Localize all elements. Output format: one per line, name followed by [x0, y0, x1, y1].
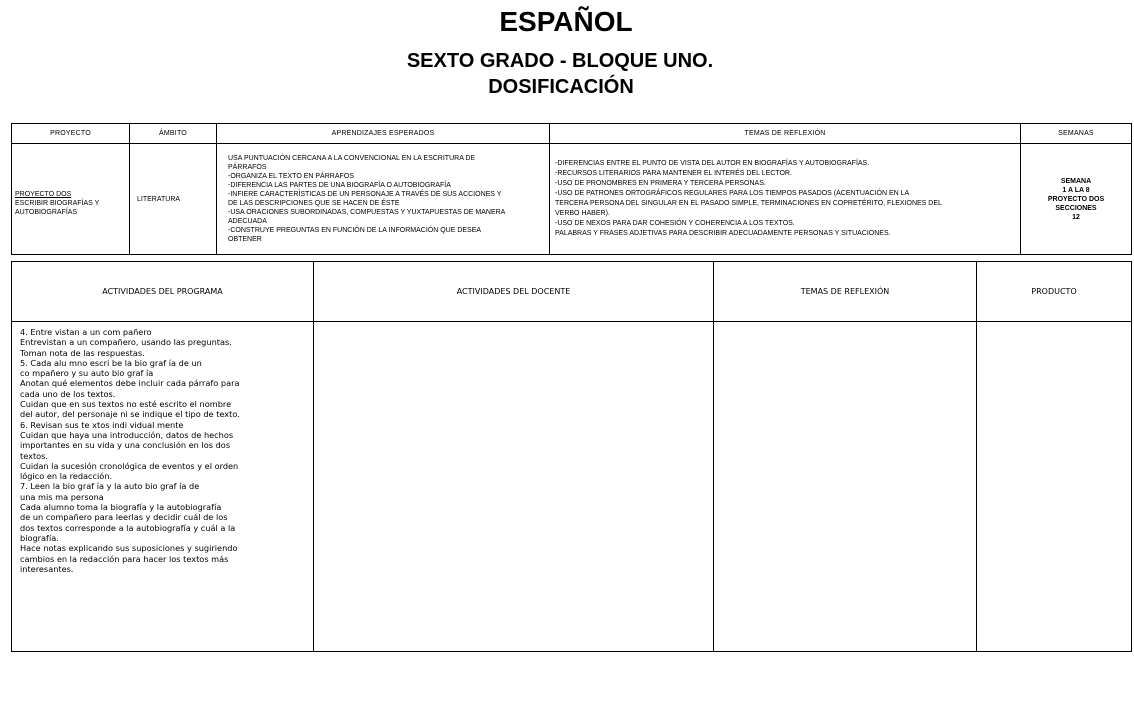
actividad-line: de un compañero para leerlas y decidir cuál de los — [20, 512, 228, 523]
actividad-line: cambios en la redacción para hacer los textos más — [20, 553, 229, 564]
page-title: ESPAÑOL — [499, 6, 633, 37]
actividad-line: Cada alumno toma la biografía y la autobiografía — [20, 502, 222, 513]
aprendizajes-cell — [217, 144, 550, 255]
header-actividades-docente: ACTIVIDADES DEL DOCENTE — [314, 262, 714, 322]
proyecto-description: ESCRIBIR BIOGRAFÍAS Y AUTOBIOGRAFÍAS — [15, 199, 100, 216]
actividad-line: Toman nota de las respuestas. — [20, 347, 145, 358]
aprendizaje-line: PÁRRAFOS — [228, 164, 267, 171]
actividad-line: una mis ma persona — [20, 491, 104, 502]
actividad-line: 5. Cada alu mno escri be la bio graf ía de un — [20, 357, 202, 368]
semana-line: 12 — [1072, 213, 1080, 221]
semana-line: PROYECTO DOS — [1047, 195, 1105, 203]
temas-reflexion-cell — [714, 322, 977, 652]
tema-line: -USO DE NEXOS PARA DAR COHESIÓN Y COHERENCIA A LOS TEXTOS. — [555, 220, 795, 227]
ambito-cell: LITERATURA — [130, 144, 217, 255]
actividad-line: dos textos corresponde a la autobiografía y cuál a la — [20, 522, 236, 533]
header-temas-reflexion: TEMAS DE REFLEXIÓN — [714, 262, 977, 322]
aprendizaje-line: DE LAS DESCRIPCIONES QUE SE HACEN DE ÉSTE — [228, 200, 400, 207]
tema-line: VERBO HABER). — [555, 210, 610, 217]
semana-line: SECCIONES — [1055, 204, 1097, 212]
actividad-line: lógico en la redacción. — [20, 471, 113, 482]
actividad-line: del autor, del personaje ni se indique el tipo de texto. — [20, 409, 240, 420]
aprendizaje-line: USA PUNTUACIÓN CERCANA A LA CONVENCIONAL EN LA ESCRITURA DE — [228, 155, 476, 162]
proyecto-cell — [12, 144, 130, 255]
header-aprendizajes: APRENDIZAJES ESPERADOS — [217, 124, 550, 144]
semanas-cell — [1021, 144, 1132, 255]
planning-table-header-row — [12, 124, 1132, 144]
temas-cell — [550, 144, 1021, 255]
aprendizaje-line: -ORGANIZA EL TEXTO EN PÁRRAFOS — [228, 173, 354, 180]
actividad-line: interesantes. — [20, 563, 74, 574]
actividad-line: textos. — [20, 450, 49, 461]
aprendizaje-line: -USA ORACIONES SUBORDINADAS, COMPUESTAS Y YUXTAPUESTAS DE MANERA — [228, 209, 506, 216]
actividad-line: cada uno de los textos. — [20, 388, 116, 399]
producto-cell — [977, 322, 1132, 652]
page-subtitle: SEXTO GRADO - BLOQUE UNO. — [406, 50, 714, 72]
actividad-line: Anotan qué elementos debe incluir cada párrafo para — [20, 378, 240, 389]
actividad-line: 4. Entre vistan a un com pañero — [20, 327, 152, 337]
actividad-line: biografía. — [20, 532, 59, 543]
proyecto-title: PROYECTO DOS — [15, 190, 72, 198]
activities-table — [11, 261, 1132, 652]
tema-line: PALABRAS Y FRASES ADJETIVAS PARA DESCRIBIR ADECUADAMENTE PERSONAS Y SITUACIONES. — [555, 230, 891, 237]
actividad-line: 7. Leen la bio graf ía y la auto bio graf ía de — [20, 481, 200, 492]
aprendizaje-line: OBTENER — [228, 236, 262, 243]
actividad-line: 6. Revisan sus te xtos indi vidual mente — [20, 419, 184, 430]
actividad-line: co mpañero y su auto bio graf ía — [20, 368, 154, 379]
actividad-line: Entrevistan a un compañero, usando las preguntas. — [20, 337, 232, 348]
actividad-line: Cuidan la sucesión cronológica de eventos y el orden — [20, 460, 239, 471]
semana-line: SEMANA — [1060, 177, 1092, 185]
aprendizaje-line: -CONSTRUYE PREGUNTAS EN FUNCIÓN DE LA INFORMACIÓN QUE DESEA — [228, 227, 482, 234]
tema-line: -DIFERENCIAS ENTRE EL PUNTO DE VISTA DEL AUTOR EN BIOGRAFÍAS Y AUTOBIOGRAFÍAS. — [555, 160, 870, 167]
actividad-line: importantes en su vida y una conclusión en los dos — [20, 440, 231, 451]
header-producto: PRODUCTO — [977, 262, 1132, 322]
aprendizaje-line: ADECUADA — [228, 218, 267, 225]
semana-line: 1 A LA 8 — [1062, 186, 1090, 194]
header-semanas: SEMANAS — [1021, 124, 1132, 144]
activities-table-header-row — [12, 262, 1132, 322]
header-ambito: ÁMBITO — [130, 124, 217, 144]
aprendizaje-line: -INFIERE CARACTERÍSTICAS DE UN PERSONAJE A TRAVÉS DE SUS ACCIONES Y — [228, 191, 502, 198]
actividades-docente-cell — [314, 322, 714, 652]
tema-line: -USO DE PRONOMBRES EN PRIMERA Y TERCERA PERSONAS. — [555, 180, 766, 187]
header-temas: TEMAS DE REFLEXIÓN — [550, 124, 1021, 144]
tema-line: -USO DE PATRONES ORTOGRÁFICOS REGULARES PARA LOS TIEMPOS PASADOS (ACENTUACIÓN EN LA — [555, 190, 910, 197]
aprendizaje-line: -DIFERENCIA LAS PARTES DE UNA BIOGRAFÍA O AUTOBIOGRAFÍA — [228, 182, 451, 189]
tema-line: -RECURSOS LITERARIOS PARA MANTENER EL INTERÉS DEL LECTOR. — [555, 170, 792, 177]
actividad-line: Cuidan que en sus textos no esté escrito el nombre — [20, 399, 232, 410]
tema-line: TERCERA PERSONA DEL SINGULAR EN EL PASADO SIMPLE, TERMINACIONES EN COPRETÉRITO, FLEXIONES DEL — [555, 200, 942, 207]
planning-table — [11, 123, 1132, 255]
header-actividades-programa: ACTIVIDADES DEL PROGRAMA — [12, 262, 314, 322]
page-subtitle-dosificacion: DOSIFICACIÓN — [488, 76, 634, 98]
planning-table-row — [12, 144, 1132, 255]
activities-table-row — [12, 322, 1132, 652]
actividad-line: Cuidan que haya una introducción, datos de hechos — [20, 429, 234, 440]
actividad-line: Hace notas explicando sus suposiciones y sugiriendo — [20, 543, 238, 554]
header-proyecto: PROYECTO — [12, 124, 130, 144]
actividades-programa-cell — [12, 322, 314, 652]
